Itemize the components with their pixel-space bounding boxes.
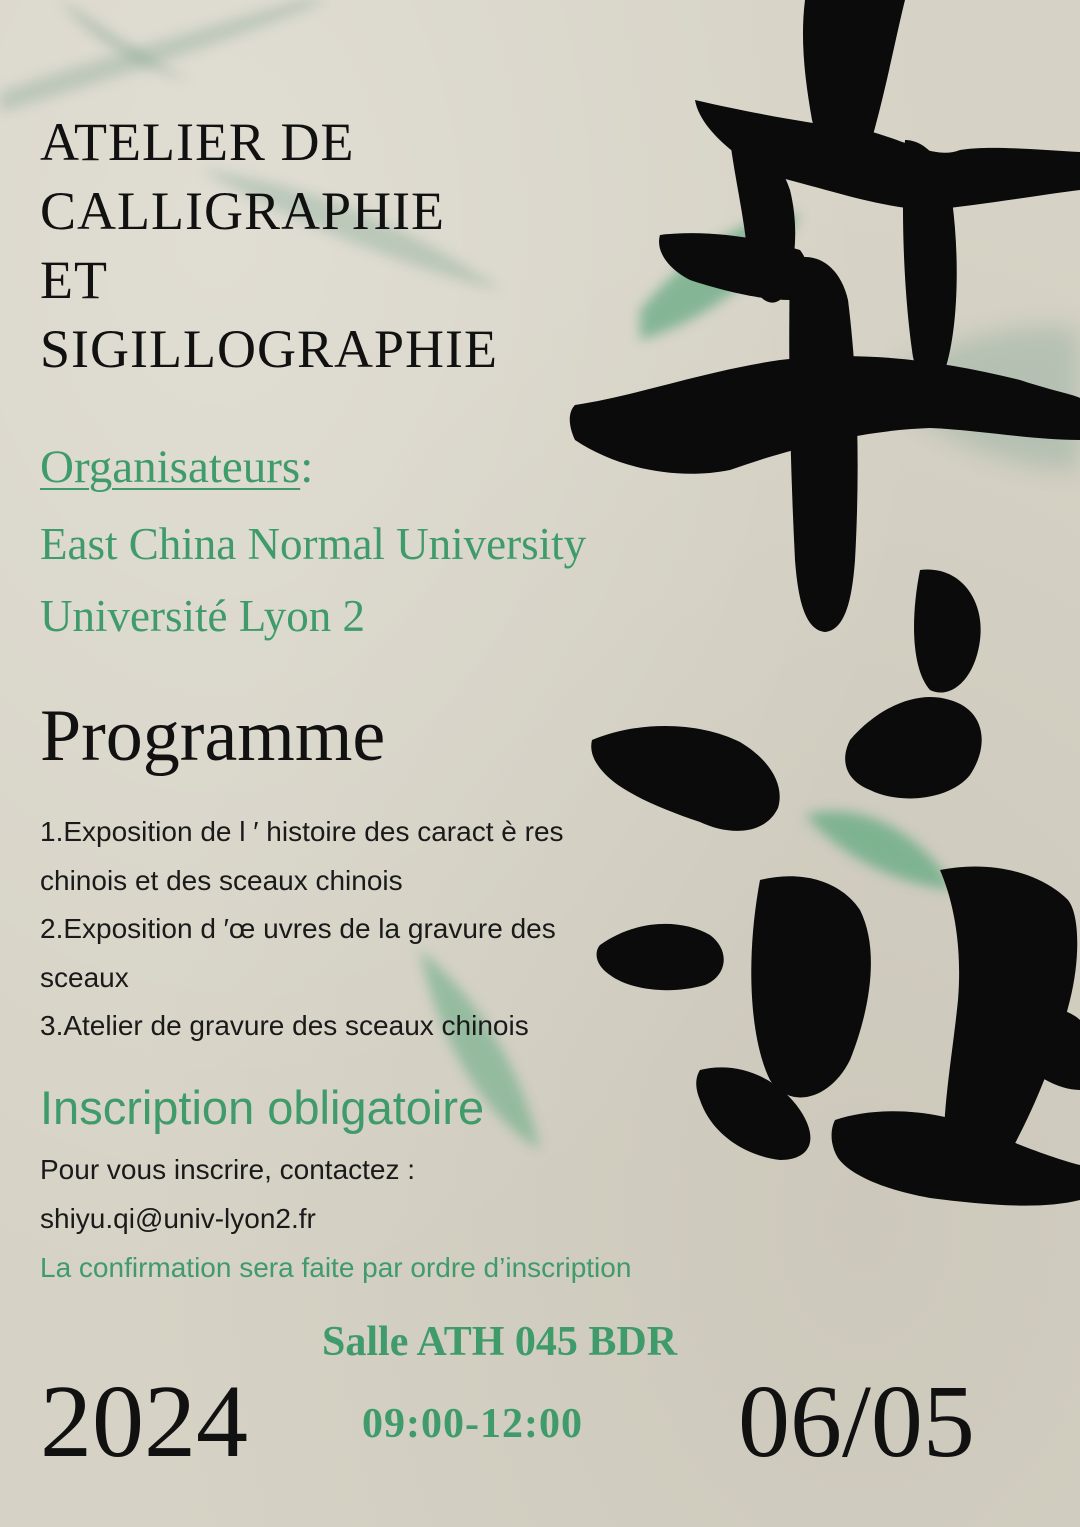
title-line: SIGILLOGRAPHIE	[40, 319, 498, 379]
brush-stroke	[597, 924, 724, 990]
brush-stroke	[789, 257, 857, 632]
brush-stroke	[832, 1111, 1080, 1205]
poster-title	[40, 108, 498, 384]
event-year: 2024	[40, 1364, 248, 1479]
calligraphy-strokes	[570, 0, 1080, 1206]
event-date: 06/05	[738, 1364, 975, 1479]
inscription-email[interactable]: shiyu.qi@univ-lyon2.fr	[40, 1203, 316, 1234]
programme-line: 2.Exposition d ′œ uvres de la gravure des	[40, 913, 556, 944]
organizers-heading	[40, 440, 313, 494]
organizers-colon: :	[300, 441, 314, 493]
inscription-contact-label: Pour vous inscrire, contactez :	[40, 1154, 416, 1185]
programme-line: 3.Atelier de gravure des sceaux chinois	[40, 1010, 529, 1041]
brush-stroke	[591, 726, 779, 831]
organizer-name: Université Lyon 2	[40, 591, 365, 641]
programme-line: 1.Exposition de l ′ histoire des caract è res	[40, 816, 564, 847]
title-line: ATELIER DE	[40, 112, 355, 172]
programme-heading: Programme	[40, 695, 386, 777]
event-time: 09:00-12:00	[362, 1401, 583, 1447]
inscription-heading: Inscription obligatoire	[40, 1081, 485, 1134]
leaf-top-left	[0, 0, 330, 112]
organizer-name: East China Normal University	[40, 519, 587, 569]
programme-line: sceaux	[40, 961, 129, 993]
programme-list	[40, 808, 564, 1051]
programme-line: chinois et des sceaux chinois	[40, 864, 403, 896]
title-line: CALLIGRAPHIE	[40, 181, 445, 241]
brush-stroke	[845, 697, 982, 798]
inscription-confirmation: La confirmation sera faite par ordre d’inscription	[40, 1252, 632, 1283]
brush-stroke	[751, 876, 871, 1097]
leaf-center-green	[805, 811, 955, 890]
event-room: Salle ATH 045 BDR	[322, 1319, 678, 1365]
organizers-label: Organisateurs	[40, 441, 301, 493]
brush-stroke	[914, 570, 981, 693]
title-line: ET	[40, 250, 108, 310]
